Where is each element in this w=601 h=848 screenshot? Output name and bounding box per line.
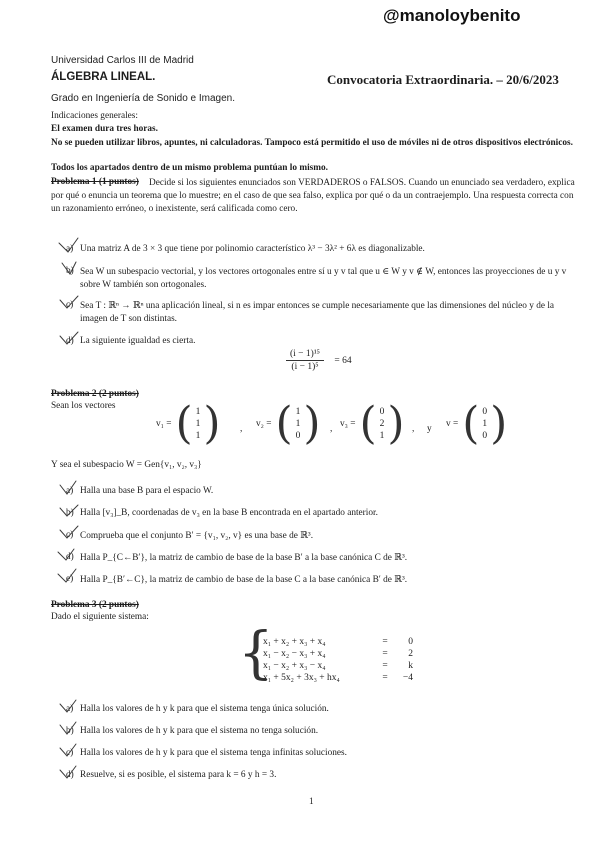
equation-rhs: 2 bbox=[408, 649, 413, 659]
entry: 0 bbox=[379, 407, 385, 417]
p1-item-a-text: Una matriz A de 3 × 3 que tiene por polinomio característico λ³ − 3λ² + 6λ es diagonalizable. bbox=[80, 244, 425, 254]
p3-item-a-text: Halla los valores de h y k para que el sistema tenga única solución. bbox=[80, 704, 329, 714]
vector-v3 bbox=[340, 398, 405, 449]
vector-entries bbox=[380, 406, 385, 442]
p1-item-c-label: c) bbox=[66, 300, 74, 310]
instruction-line: Todos los apartados dentro de un mismo problema puntúan lo mismo. bbox=[51, 163, 328, 173]
p1-item-d-label: d) bbox=[66, 336, 74, 346]
p3-item-b-text: Halla los valores de h y k para que el sistema no tenga solución. bbox=[80, 726, 319, 736]
separator-comma: , bbox=[330, 424, 333, 434]
vector-entries bbox=[482, 406, 487, 442]
equation-row bbox=[263, 672, 413, 684]
entry: 2 bbox=[379, 419, 385, 429]
p1-item-c-text: Sea T : ℝⁿ → ℝⁿ una aplicación lineal, si n es impar entonces se cumple necesariamente que las dimensiones del núcleo y de la imagen de T son distintas. bbox=[80, 301, 555, 324]
entry: 0 bbox=[482, 407, 488, 417]
p2-item-d-text: Halla P_{C←B′}, la matriz de cambio de base de la base B′ a la base canónica C de ℝ³. bbox=[80, 553, 408, 563]
vector-name: v₂ = bbox=[256, 419, 272, 429]
fraction-bar bbox=[286, 360, 324, 361]
equation-lhs: x₁ − x₂ + x₃ − x₄ bbox=[263, 661, 326, 671]
p2-item-e-label: e) bbox=[66, 574, 74, 584]
p3-item-d-text: Resuelve, si es posible, el sistema para k = 6 y h = 3. bbox=[80, 770, 277, 780]
vector-v bbox=[446, 398, 508, 449]
equals-sign: = bbox=[382, 637, 388, 647]
entry: 0 bbox=[295, 431, 301, 441]
vector-v1 bbox=[156, 398, 221, 449]
equation-row bbox=[263, 648, 413, 660]
problem-2-intro: Sean los vectores bbox=[51, 401, 116, 411]
separator-and: y bbox=[427, 424, 432, 434]
vector-name: v = bbox=[446, 419, 459, 429]
formula-numerator: (i − 1)¹⁵ bbox=[290, 349, 320, 359]
problem-1-title: Problema 1 (1 puntos) bbox=[51, 177, 139, 187]
left-paren: ( bbox=[462, 398, 480, 449]
entry: 1 bbox=[195, 419, 201, 429]
watermark: @manoloybenito bbox=[383, 6, 521, 25]
equation-system bbox=[263, 636, 413, 684]
instructions-heading: Indicaciones generales: bbox=[51, 111, 138, 121]
p2-item-c-label: c) bbox=[66, 530, 74, 540]
entry: 1 bbox=[195, 431, 201, 441]
p3-item-c-text: Halla los valores de h y k para que el sistema tenga infinitas soluciones. bbox=[80, 748, 347, 758]
equation-rhs: −4 bbox=[402, 673, 413, 683]
entry: 1 bbox=[295, 419, 301, 429]
right-paren: ) bbox=[387, 398, 405, 449]
p2-item-b-label: b) bbox=[66, 508, 74, 518]
p1-item-b-label: b) bbox=[66, 266, 74, 276]
problem-1-intro-text: Decide si los siguientes enunciados son VERDADEROS o FALSOS. Cuando un enunciado sea verdadero, explica por qué o enuncia un teorema que lo muestre; en el caso de que sea falso, explica por qué o da un contraejemplo. Una respuesta correcta con un razonamiento erróneo, o inexistente, será calificada como cero. bbox=[51, 178, 575, 214]
equation-rhs: 0 bbox=[408, 637, 413, 647]
equation-row bbox=[263, 636, 413, 648]
vector-entries bbox=[196, 406, 201, 442]
left-paren: ( bbox=[359, 398, 377, 449]
instruction-line: No se pueden utilizar libros, apuntes, ni calculadoras. Tampoco está permitido el uso de móviles ni de otros dispositivos electrónicos. bbox=[51, 138, 573, 148]
p1-item-d-text: La siguiente igualdad es cierta. bbox=[80, 336, 196, 346]
problem-2-subspace: Y sea el subespacio W = Gen{v₁, v₂, v₃} bbox=[51, 460, 202, 470]
equation-row bbox=[263, 660, 413, 672]
p2-item-a-label: a) bbox=[66, 486, 74, 496]
equals-sign: = bbox=[382, 673, 388, 683]
p1-formula bbox=[286, 349, 352, 372]
right-paren: ) bbox=[490, 398, 508, 449]
equation-lhs: x₁ + 5x₂ + 3x₃ + hx₄ bbox=[263, 673, 340, 683]
equals-sign: = bbox=[382, 649, 388, 659]
vector-name: v₃ = bbox=[340, 419, 356, 429]
problem-1-intro bbox=[51, 177, 577, 216]
left-paren: ( bbox=[275, 398, 293, 449]
problem-3-title: Problema 3 (2 puntos) bbox=[51, 600, 139, 610]
p2-item-c-text: Comprueba que el conjunto B′ = {v₁, v₂, v} es una base de ℝ³. bbox=[80, 531, 314, 541]
p2-item-a-text: Halla una base B para el espacio W. bbox=[80, 486, 214, 496]
equation-lhs: x₁ + x₂ + x₃ + x₄ bbox=[263, 637, 326, 647]
p2-item-d-label: d) bbox=[66, 552, 74, 562]
p3-item-b-label: b) bbox=[66, 726, 74, 736]
degree-name: Grado en Ingeniería de Sonido e Imagen. bbox=[51, 93, 236, 104]
vector-v2 bbox=[256, 398, 321, 449]
p3-item-d-label: d) bbox=[66, 770, 74, 780]
right-paren: ) bbox=[303, 398, 321, 449]
formula-rhs: = 64 bbox=[334, 355, 352, 366]
instruction-line: El examen dura tres horas. bbox=[51, 124, 158, 134]
separator-comma: , bbox=[412, 424, 415, 434]
system-brace: { bbox=[238, 621, 274, 686]
vector-entries bbox=[296, 406, 301, 442]
entry: 1 bbox=[379, 431, 385, 441]
right-paren: ) bbox=[203, 398, 221, 449]
p2-item-e-text: Halla P_{B′←C}, la matriz de cambio de base de la base C a la base canónica B′ de ℝ³. bbox=[80, 575, 408, 585]
formula-denominator: (i − 1)⁵ bbox=[291, 362, 319, 372]
entry: 1 bbox=[482, 419, 488, 429]
course-title: ÁLGEBRA LINEAL. bbox=[51, 71, 156, 83]
entry: 1 bbox=[295, 407, 301, 417]
p2-item-b-text: Halla [v₃]_B, coordenadas de v₃ en la base B encontrada en el apartado anterior. bbox=[80, 508, 378, 518]
separator-comma: , bbox=[240, 424, 243, 434]
entry: 1 bbox=[195, 407, 201, 417]
equation-lhs: x₁ − x₂ − x₃ + x₄ bbox=[263, 649, 326, 659]
entry: 0 bbox=[482, 431, 488, 441]
exam-title: Convocatoria Extraordinaria. – 20/6/2023 bbox=[327, 72, 559, 87]
p1-item-b-text: Sea W un subespacio vectorial, y los vectores ortogonales entre sí u y v tal que u ∈ W y v ∉ W, entonces las proyecciones de u y v sobre W también son ortogonales. bbox=[80, 267, 567, 290]
page-number: 1 bbox=[309, 797, 314, 807]
equation-rhs: k bbox=[408, 661, 413, 671]
p3-item-a-label: a) bbox=[66, 704, 74, 714]
vector-name: v₁ = bbox=[156, 419, 172, 429]
p3-item-c-label: c) bbox=[66, 748, 74, 758]
problem-2-title: Problema 2 (2 puntos) bbox=[51, 389, 139, 399]
left-paren: ( bbox=[175, 398, 193, 449]
equals-sign: = bbox=[382, 661, 388, 671]
university-name: Universidad Carlos III de Madrid bbox=[51, 55, 194, 66]
problem-3-intro: Dado el siguiente sistema: bbox=[51, 612, 149, 622]
p1-item-a-label: a) bbox=[66, 244, 74, 254]
